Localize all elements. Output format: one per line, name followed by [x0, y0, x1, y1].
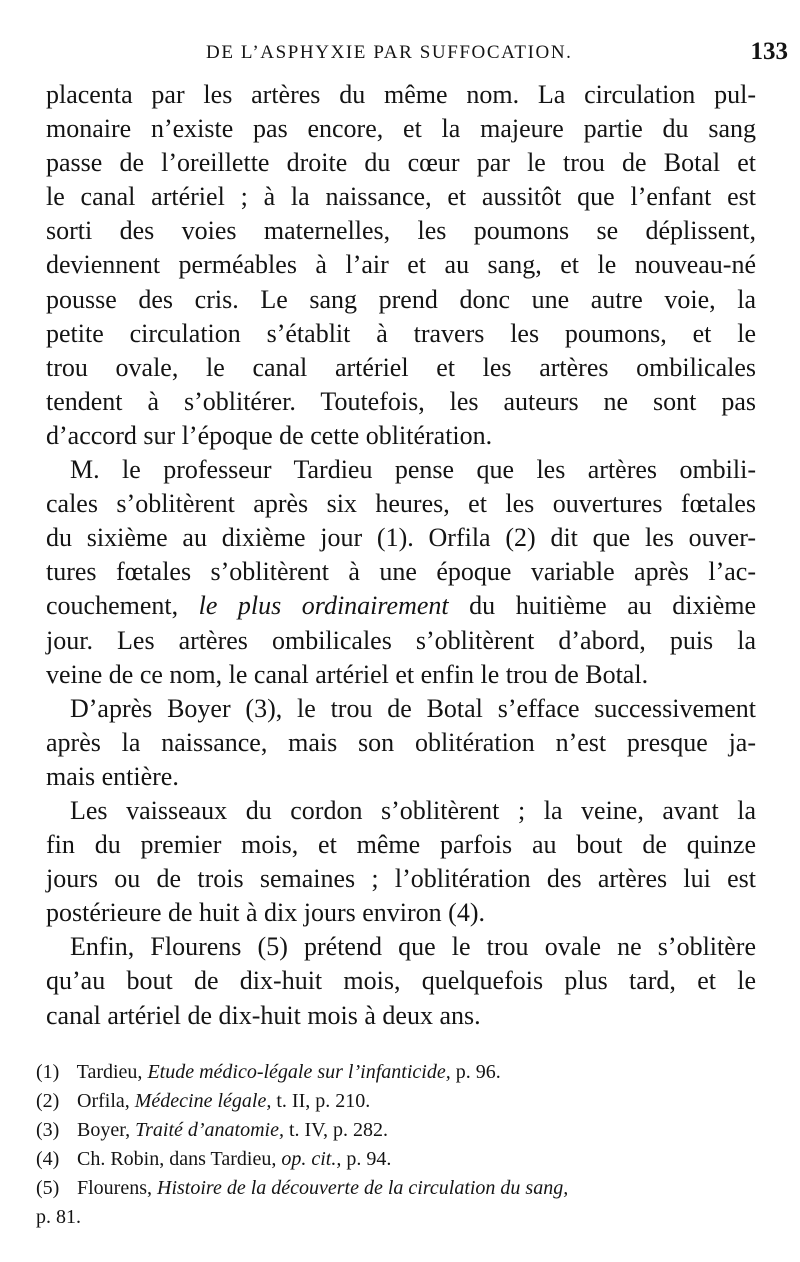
footnote-title: Traité d’anatomie,	[135, 1119, 284, 1141]
footnote-ref: p. 94.	[346, 1148, 392, 1170]
footnote-author: Ch. Robin, dans Tardieu,	[77, 1148, 277, 1170]
footnote-number: (2)	[36, 1090, 60, 1112]
running-title: DE L’ASPHYXIE PAR SUFFOCATION.	[206, 42, 573, 63]
text-line: D’après Boyer (3), le trou de Botal s’efface successivement	[70, 693, 756, 723]
text-line: tendent à s’oblitérer. Toutefois, les auteurs ne sont pas	[46, 386, 756, 416]
footnote-author: Boyer,	[77, 1119, 131, 1141]
footnote-ref: t. II, p. 210.	[276, 1090, 371, 1112]
text-line: après la naissance, mais son oblitération n’est presque ja-	[46, 727, 756, 757]
paragraph	[46, 794, 756, 930]
footnote-number: (3)	[36, 1119, 60, 1141]
text-line: cales s’oblitèrent après six heures, et les ouvertures fœtales	[46, 489, 756, 519]
footnote-number: (5)	[36, 1177, 60, 1199]
text-line: canal artériel de dix-huit mois à deux ans.	[46, 1000, 481, 1030]
page-header	[0, 38, 800, 74]
text-line: jours ou de trois semaines ; l’oblitération des artères lui est	[46, 864, 756, 894]
footnote	[36, 1174, 756, 1203]
footnote-number: (1)	[36, 1061, 60, 1083]
footnote-number: (4)	[36, 1148, 60, 1170]
text-line: veine de ce nom, le canal artériel et enfin le trou de Botal.	[46, 659, 649, 689]
footnote-title: Médecine légale,	[134, 1090, 272, 1112]
text-line: sorti des voies maternelles, les poumons se déplissent,	[46, 216, 756, 246]
text-line: du sixième au dixième jour (1). Orfila (2) dit que les ouver-	[46, 523, 756, 553]
text-line: passe de l’oreillette droite du cœur par le trou de Botal et	[46, 148, 756, 178]
footnotes	[36, 1058, 756, 1232]
text-line: trou ovale, le canal artériel et les artères ombilicales	[46, 352, 756, 382]
text-line: tures fœtales s’oblitèrent à une époque variable après l’ac-	[46, 557, 756, 587]
footnote-ref: t. IV, p. 282.	[288, 1119, 389, 1141]
text-line: postérieure de huit à dix jours environ (4).	[46, 898, 485, 928]
footnote-continuation: p. 81.	[36, 1206, 81, 1228]
text-line: qu’au bout de dix-huit mois, quelquefois plus tard, et le	[46, 966, 756, 996]
footnote-author: Tardieu,	[76, 1061, 143, 1083]
text-line: jour. Les artères ombilicales s’oblitèrent d’abord, puis la	[46, 625, 756, 655]
footnote-title: Histoire de la découverte de la circulation du sang,	[157, 1177, 569, 1199]
emphasized-phrase: le plus ordinairement	[198, 591, 449, 621]
text-line: deviennent perméables à l’air et au sang, et le nouveau-né	[46, 250, 756, 280]
footnote-author: Flourens,	[77, 1177, 152, 1199]
paragraph	[46, 930, 756, 1032]
footnote-ref: p. 96.	[455, 1061, 501, 1083]
text-line: placenta par les artères du même nom. La circulation pul-	[46, 80, 756, 109]
footnote	[36, 1116, 756, 1145]
footnote-title: Etude médico-légale sur l’infanticide,	[147, 1061, 451, 1083]
paragraph	[46, 78, 756, 453]
footnote	[36, 1058, 756, 1087]
paragraph	[46, 453, 756, 692]
text-line: le canal artériel ; à la naissance, et aussitôt que l’enfant est	[46, 182, 756, 212]
text-line: pousse des cris. Le sang prend donc une autre voie, la	[46, 284, 756, 314]
text-line: monaire n’existe pas encore, et la majeure partie du sang	[46, 114, 756, 144]
text-line: M. le professeur Tardieu pense que les artères ombili-	[70, 455, 756, 485]
text-line: Les vaisseaux du cordon s’oblitèrent ; la veine, avant la	[70, 795, 756, 825]
text-line: Enfin, Flourens (5) prétend que le trou ovale ne s’oblitère	[70, 932, 756, 962]
footnote	[36, 1087, 756, 1116]
text-line: d’accord sur l’époque de cette oblitération.	[46, 420, 493, 450]
footnote-title: op. cit.,	[281, 1148, 342, 1170]
body-text	[46, 78, 756, 1033]
page-number: 133	[750, 38, 788, 65]
text-line: fin du premier mois, et même parfois au bout de quinze	[46, 830, 756, 860]
footnote	[36, 1145, 756, 1174]
text-line: petite circulation s’établit à travers les poumons, et le	[46, 318, 756, 348]
text-line: mais entière.	[46, 761, 179, 791]
footnote-author: Orfila,	[77, 1090, 130, 1112]
text-line: couchement, le plus ordinairement du huitième au dixième	[46, 591, 757, 621]
paragraph	[46, 692, 756, 794]
